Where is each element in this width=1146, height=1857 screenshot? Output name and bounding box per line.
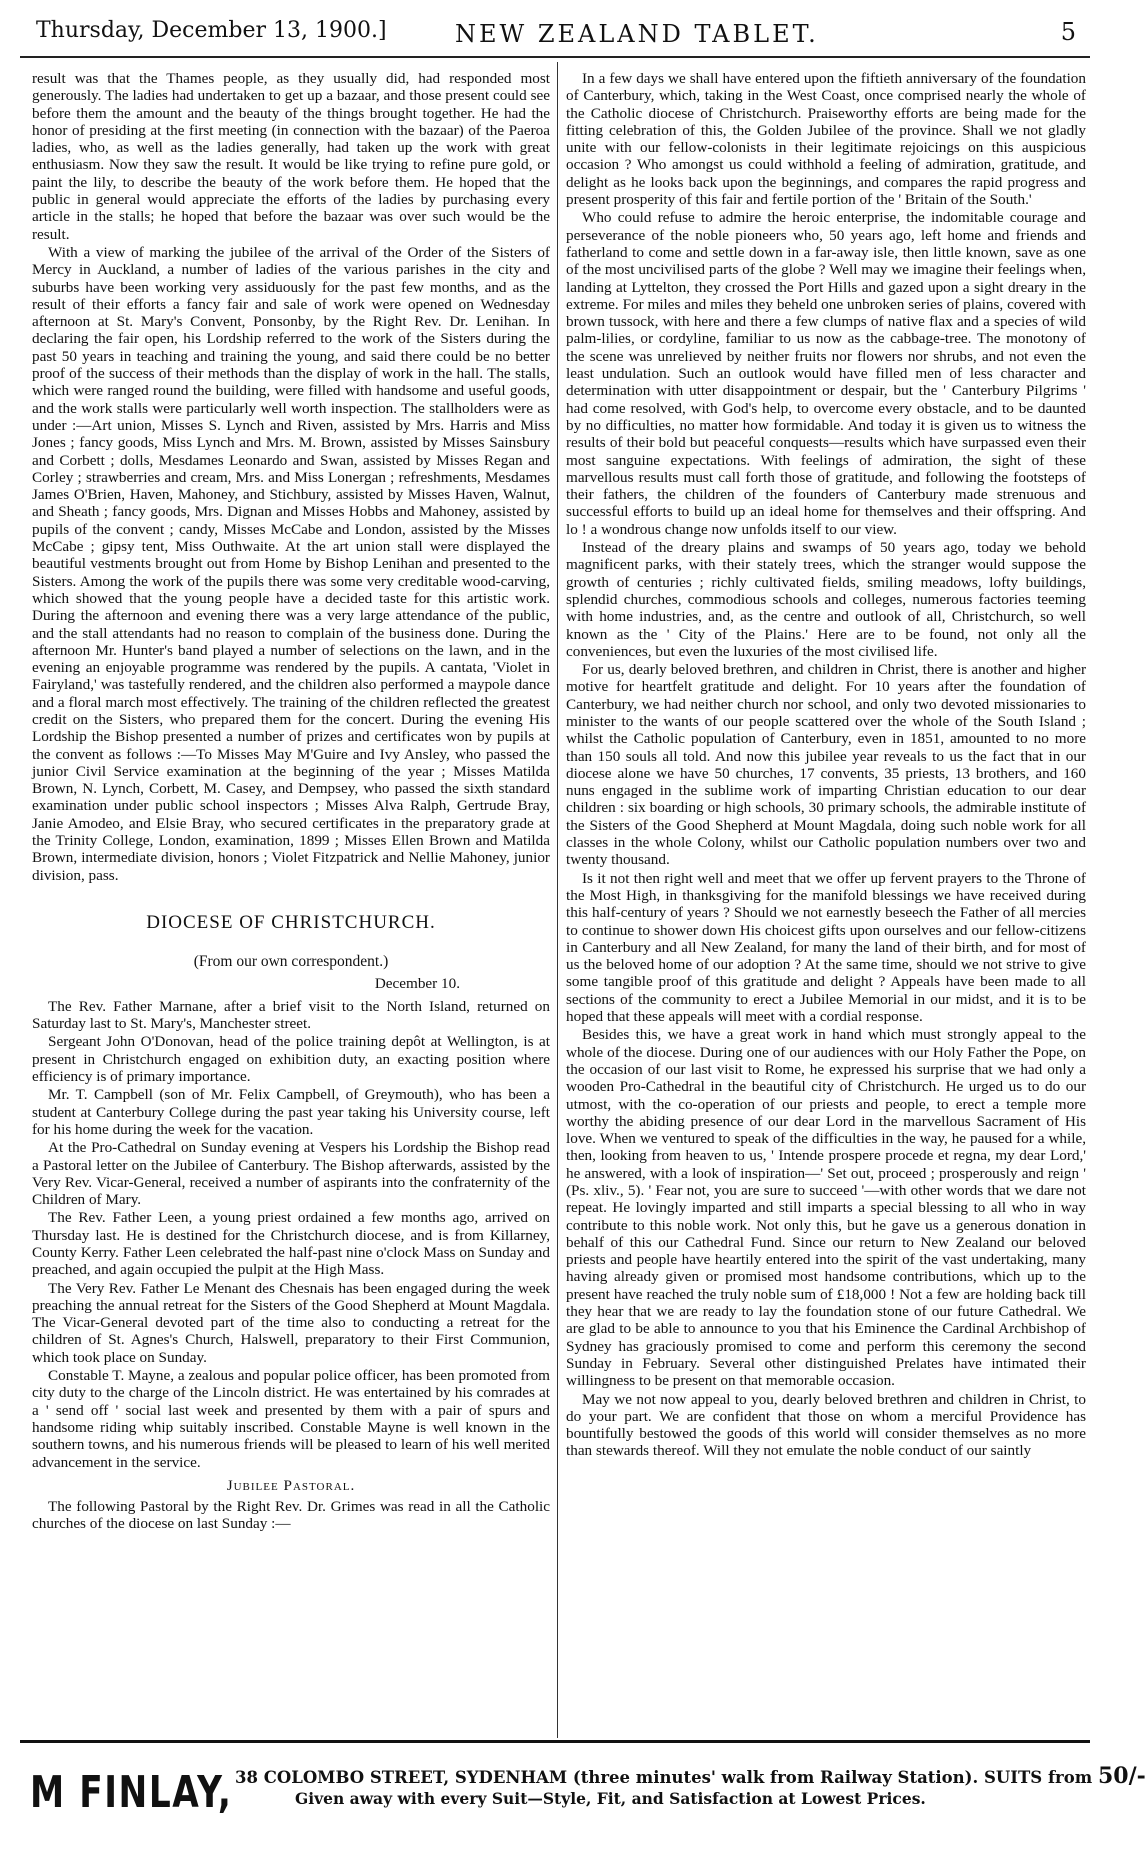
issue-date: Thursday, December 13, 1900.] (36, 18, 387, 43)
advertisement-address (235, 1763, 1146, 1789)
right-column (566, 70, 1086, 1730)
subheading: Jubilee Pastoral. (226, 1476, 356, 1494)
pastoral-paragraph: Besides this, we have a great work in hand which must strongly appeal to the whole of the diocese. During one of our audiences with our Holy Father the Pope, on the occasion of our last visit to Rome, he expressed his surprise that we had only a wooden Pro-Cathedral in the beautiful city of Christchurch. He urged us to do our utmost, with the co-operation of our priests and people, to erect a temple more worthy the abiding presence of our dear Lord in the marvellous Sacrament of His love. When we ventured to speak of the difficulties in the way, he paused for a while, then, looking from heaven to us, ' Intende prospere procede et regna, my dear Lord,' he answered, with a look of inspiration—' Set out, proceed ; prosperously and reign ' (Ps. xliv., 5). ' Fear not, you are sure to succeed '—with other words that we dare not repeat. He lovingly imparted and still imparts a special blessing to all who in way contribute to this noble work. Not only this, but he gave us a generous donation in behalf of this our Cathedral Fund. Since our return to New Zealand our beloved priests and people have heartily entered into the spirit of the vast undertaking, many having already given or promised most handsome contributions, which up to the present have reached the truly noble sum of £18,000 ! Not a few are holding back till they hear that we are ready to lay the foundation stone of our future Cathedral. We are glad to be able to announce to you that his Eminence the Cardinal Archbishop of Sydney has graciously promised to come and perform this ceremony the second Sunday in February. Several other distinguished Prelates have intimated their willingness to be present on that memorable occasion. (566, 1026, 1086, 1390)
closing-paragraph: The following Pastoral by the Right Rev. Dr. Grimes was read in all the Catholic churches of the diocese on last Sunday :— (32, 1498, 550, 1533)
section-title: DIOCESE OF CHRISTCHURCH. (146, 911, 436, 933)
pastoral-paragraph: For us, dearly beloved brethren, and children in Christ, there is another and higher motive for heartfelt gratitude and delight. For 10 years after the foundation of Canterbury, we had neither church nor school, and only two devoted missionaries to minister to the wants of our people scattered over the whole of the South Island ; whilst the Catholic population of Canterbury, even in 1851, amounted to no more than 150 souls all told. And now this jubilee year reveals to us the fact that in our diocese alone we have 50 churches, 17 convents, 35 priests, 13 brothers, and 160 nuns engaged in the sublime work of imparting Christian education to our dear children : six boarding or high schools, 30 primary schools, the admirable institute of the Sisters of the Good Shepherd at Mount Magdala, doing such noble work for all classes in the whole Colony, whilst our Catholic population numbers over two and twenty thousand. (566, 661, 1086, 869)
pastoral-paragraph: Who could refuse to admire the heroic enterprise, the indomitable courage and perseverance of the noble pioneers who, 50 years ago, left home and friends and fatherland to come and settle down in a far-away isle, then little known, save as one of the most uncivilised parts of the globe ? Well may we imagine their feelings when, landing at Lyttelton, they crossed the Port Hills and gazed upon a sight dreary in the extreme. For miles and miles they beheld one unbroken series of plains, covered with brown tussock, with here and there a few clumps of native flax and a species of wild palm-lilies, or cordyline, familiar to us now as the cabbage-tree. The monotony of the scene was unrelieved by neither fruits nor flowers nor shrubs, and not even the least undulation. Such an outlook would have filled men of less character and determination with utter disappointment or despair, but the ' Canterbury Pilgrims ' had come resolved, with God's help, to overcome every obstacle, and to be daunted by no difficulties, no matter how formidable. And today it is given us to witness the results of their bold but peaceful conquests—results which have surpassed even their most sanguine expectations. With feelings of admiration, the sight of these marvellous results must call forth those of gratitude, and following the footsteps of their fathers, the children of the founders of Canterbury made strenuous and successful efforts to build up an ideal home for themselves and their offspring. And lo ! a wondrous change now unfolds itself to our view. (566, 209, 1086, 538)
news-paragraph: Sergeant John O'Donovan, head of the police training depôt at Wellington, is at present in Christchurch engaged on exhibition duty, an exacting position where efficiency is of primary importance. (32, 1033, 550, 1086)
pastoral-paragraph: Instead of the dreary plains and swamps of 50 years ago, today we behold magnificent parks, with their stately trees, which the stranger would suppose the growth of centuries ; richly cultivated fields, smiling meadows, lofty buildings, splendid churches, commodious schools and colleges, numerous factories teeming with home industries, and, as the centre and outlook of all, Christchurch, so well known as the ' City of the Plains.' Here are to be found, not only all the conveniences, but even the luxuries of the most civilised life. (566, 539, 1086, 660)
page-number: 5 (1060, 18, 1076, 46)
advertisement-price: 50/- (1097, 1763, 1146, 1789)
news-paragraph: Mr. T. Campbell (son of Mr. Felix Campbell, of Greymouth), who has been a student at Canterbury College during the past year taking his University course, left for his home during the week for the vacation. (32, 1086, 550, 1138)
news-paragraph: At the Pro-Cathedral on Sunday evening at Vespers his Lordship the Bishop read a Pastoral letter on the Jubilee of Canterbury. The Bishop afterwards, assisted by the Very Rev. Vicar-General, received a number of aspirants into the confraternity of the Children of Mary. (32, 1139, 550, 1209)
advertiser-name: M FINLAY, (30, 1767, 233, 1818)
pastoral-paragraph: Is it not then right well and meet that we offer up fervent prayers to the Throne of the Most High, in thanksgiving for the manifold blessings we have received during this half-century of years ? Should we not earnestly beseech the Father of all mercies to continue to shower down His choicest gifts upon ourselves and our fellow-citizens in Canterbury and all New Zealand, for many the land of their birth, and for most of us the beloved home of our adoption ? At the same time, should we not strive to give some tangible proof of this gratitude and delight ? Appeals have been made to all sections of the community to erect a Jubilee Memorial in our midst, and it is to be hoped that these appeals will meet with a cordial response. (566, 869, 1086, 1026)
advertisement-banner (20, 1740, 1146, 1833)
column-divider (557, 62, 558, 1738)
article-paragraph: With a view of marking the jubilee of the arrival of the Order of the Sisters of Mercy in Auckland, a number of ladies of the various parishes in the city and suburbs have been working very assiduously for the past few months, and as the result of their efforts a fancy fair and sale of work were opened on Wednesday afternoon at St. Mary's Convent, Ponsonby, by the Right Rev. Dr. Lenihan. In declaring the fair open, his Lordship referred to the work of the Sisters during the past 50 years in teaching and training the young, and said there could be no better proof of the success of their methods than the display of work in the hall. The stalls, which were ranged round the building, were filled with handsome and useful goods, and the work stalls were particularly well worth inspection. The stallholders were as under :—Art union, Misses S. Lynch and Riven, assisted by Mrs. Harris and Miss Jones ; fancy goods, Miss Lynch and Mrs. M. Brown, assisted by Misses Sainsbury and Corbett ; dolls, Mesdames Leonardo and Swan, assisted by Misses Regan and Corley ; strawberries and cream, Mrs. and Miss Lonergan ; refreshments, Mesdames James O'Brien, Haven, Mahoney, and Stichbury, assisted by Misses Haven, Walnut, and Sheath ; fancy goods, Mrs. Dignan and Misses Hobbs and Mahoney, assisted by pupils of the convent ; candy, Misses McCabe and London, assisted by the Misses McCabe ; gipsy tent, Miss Outhwaite. At the art union stall were displayed the beautiful vestments brought out from Home by Bishop Lenihan and presented to the Sisters. Among the work of the pupils there was some very creditable wood-carving, which showed that the young people have a decided taste for this artistic work. During the afternoon and evening there was a very large attendance of the public, and the stall attendants had no reason to complain of the business done. During the afternoon Mr. Hunter's band played a number of selections on the lawn, and in the evening an enjoyable programme was rendered by the pupils. A cantata, 'Violet in Fairyland,' was tastefully rendered, and the children also performed a maypole dance and a floral march most effectively. The training of the children reflected the greatest credit on the Sisters, who prepared them for the concert. During the evening His Lordship the Bishop presented a number of prizes and certificates won by pupils at the convent as follows :—To Misses May M'Guire and Ivy Ansley, who passed the junior Civil Service examination at the beginning of the year ; Misses Matilda Brown, N. Lynch, Corbett, M. Casey, and Dempsey, who passed the sixth standard examination under public school inspectors ; Misses Alva Ralph, Gertrude Bray, Janie Amodeo, and Elsie Bray, who secured certificates in the preparatory grade at the Trinity College, London, examination, 1899 ; Misses Ellen Brown and Matilda Brown, intermediate division, honors ; Violet Fitzpatrick and Nellie Mahoney, junior division, pass. (32, 243, 550, 884)
advertisement-address-text: 38 COLOMBO STREET, SYDENHAM (three minutes' walk from Railway Station). SUITS from (235, 1768, 1093, 1787)
news-paragraph: The Rev. Father Marnane, after a brief visit to the North Island, returned on Saturday last to St. Mary's, Manchester street. (32, 997, 550, 1033)
pastoral-paragraph: In a few days we shall have entered upon the fiftieth anniversary of the foundation of Canterbury, which, taking in the West Coast, once comprised nearly the whole of the Catholic diocese of Christchurch. Praiseworthy efforts are being made for the fitting celebration of this, the Golden Jubilee of the province. Shall we not gladly unite with our fellow-colonists in their legitimate rejoicings on this auspicious occasion ? Who amongst us could withhold a feeling of admiration, gratitude, and delight as he looks back upon the beginnings, and compares the rapid progress and present prosperity of this fair and fertile portion of the ' Britain of the South.' (566, 70, 1086, 209)
correspondent-line: (From our own correspondent.) (193, 953, 389, 971)
page-header (20, 10, 1090, 58)
news-paragraph: Constable T. Mayne, a zealous and popular police officer, has been promoted from city duty to the charge of the Lincoln district. He was entertained by his comrades at a ' send off ' social last week and presented by them with a pair of spurs and handsome riding whip suitably inscribed. Constable Mayne is well known in the southern towns, and his numerous friends will be pleased to learn of his well merited advancement in the service. (32, 1367, 550, 1471)
publication-title: NEW ZEALAND TABLET. (455, 20, 819, 48)
news-paragraph: The Rev. Father Leen, a young priest ordained a few months ago, arrived on Thursday last. He is destined for the Christchurch diocese, and is from Killarney, County Kerry. Father Leen celebrated the half-past nine o'clock Mass on Sunday and preached, and again occupied the pulpit at the High Mass. (32, 1209, 550, 1279)
news-paragraph: The Very Rev. Father Le Menant des Chesnais has been engaged during the week preaching the annual retreat for the Sisters of the Good Shepherd at Mount Magdala. The Vicar-General devoted part of the time also to conducting a retreat for the children of St. Agnes's Church, Halswell, preparatory to their First Communion, which took place on Sunday. (32, 1279, 550, 1366)
dateline: December 10. (374, 974, 460, 992)
left-column (32, 70, 550, 1730)
advertisement-tagline: Given away with every Suit—Style, Fit, and Satisfaction at Lowest Prices. (295, 1789, 926, 1808)
article-paragraph: result was that the Thames people, as they usually did, had responded most generously. The ladies had undertaken to get up a bazaar, and those present could see before them the amount and the beauty of the things brought together. He had the honor of presiding at the first meeting (in connection with the bazaar) of the Paeroa ladies, who, as well as the ladies generally, had taken up the work with great enthusiasm. Now they saw the result. It would be like trying to refine pure gold, or paint the lily, to describe the beauty of the work before them. He hoped that the public in general would appreciate the efforts of the ladies by purchasing every article in the stalls; he hoped that before the bazaar was over such would be the result. (32, 70, 550, 243)
pastoral-paragraph: May we not now appeal to you, dearly beloved brethren and children in Christ, to do your part. We are confident that those on whom a merciful Providence has bountifully bestowed the goods of this world will consider themselves as no more than stewards thereof. Will they not emulate the noble conduct of our saintly (566, 1390, 1086, 1460)
